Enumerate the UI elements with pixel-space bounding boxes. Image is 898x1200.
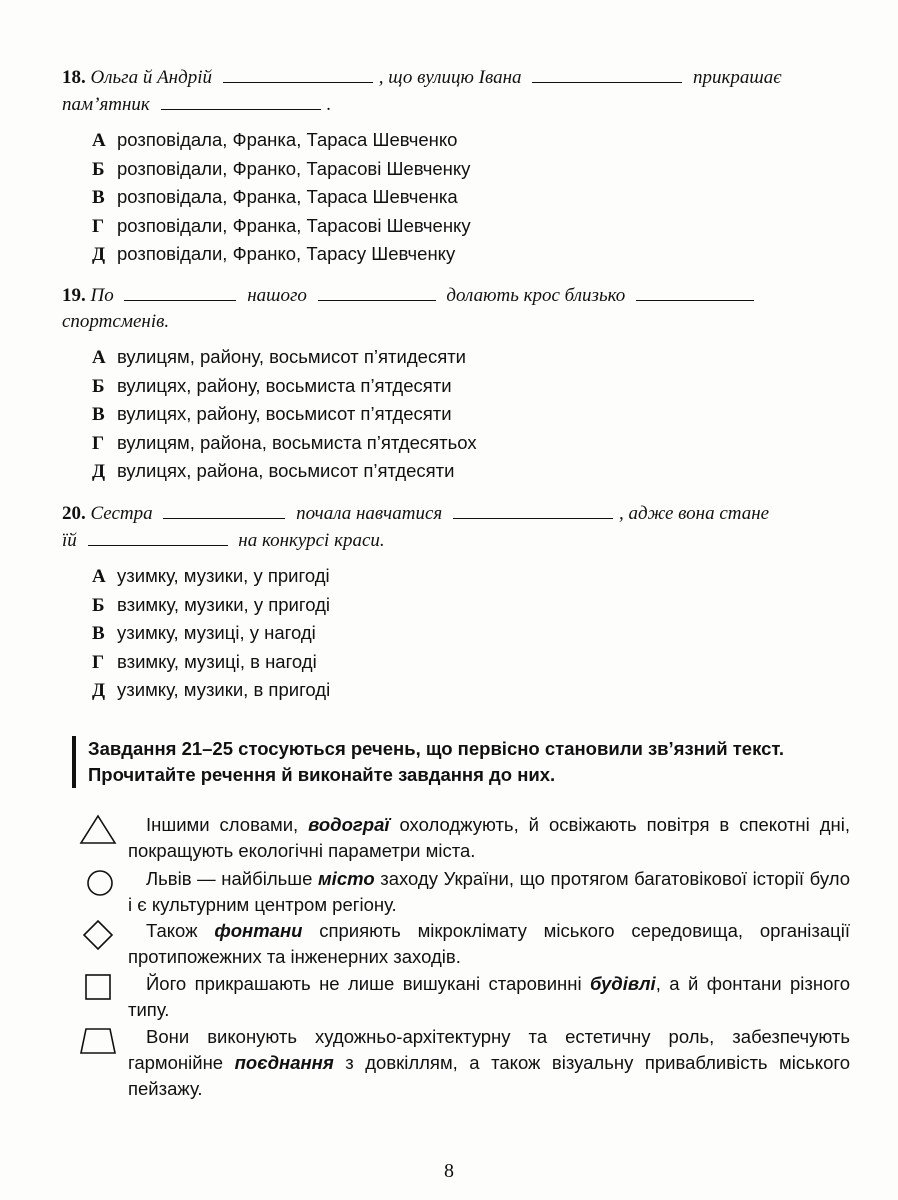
answer-blank xyxy=(453,500,613,519)
answer-option-d[interactable]: Д вулицях, района, восьмисот п’ятдесяти xyxy=(92,460,455,482)
answer-blank xyxy=(532,64,682,83)
question-18 xyxy=(62,64,842,269)
answer-option-a[interactable]: А розповідала, Франка, Тараса Шевченко xyxy=(92,129,458,151)
answer-blank xyxy=(223,64,373,83)
question-number: 19. xyxy=(62,285,86,306)
answer-option-b[interactable]: Б взимку, музики, у пригоді xyxy=(92,593,330,616)
answer-option-h[interactable]: Г вулицям, района, восьмиста п’ятдесятьох xyxy=(92,431,477,454)
question-19 xyxy=(62,282,842,486)
sentence-triangle: Іншими словами, водограї охолоджують, й освіжають повітря в спекотні дні, покращують екологічні параметри міста. xyxy=(78,812,850,864)
answer-option-a[interactable]: А узимку, музики, у пригоді xyxy=(92,565,330,587)
question-20 xyxy=(62,500,842,705)
trapezoid-icon xyxy=(78,1024,118,1058)
question-stem: 20. Сестра почала навчатися , адже вона стане їй на конкурсі краси. xyxy=(62,500,842,554)
answer-option-b[interactable]: Б розповідали, Франко, Тарасові Шевченку xyxy=(92,157,471,180)
answer-option-d[interactable]: Д узимку, музики, в пригоді xyxy=(92,679,331,701)
sentence-circle: Львів — найбільше місто заходу України, що протягом багатовікової історії було і є культурним центром регіону. xyxy=(78,866,850,918)
answer-option-h[interactable]: Г взимку, музиці, в нагоді xyxy=(92,650,317,673)
answer-options xyxy=(92,126,842,269)
answer-blank xyxy=(636,282,754,301)
square-icon xyxy=(78,971,118,1005)
answer-option-a[interactable]: А вулицям, району, восьмисот п’ятидесяти xyxy=(92,346,467,368)
answer-options xyxy=(92,343,842,486)
sentence-trapezoid: Вони виконують художньо-архітектурну та естетичну роль, забезпечують гармонійне поєднання з довкіллям, а також візуальну привабливість міського пейзажу. xyxy=(78,1024,850,1102)
page-number: 8 xyxy=(444,1160,454,1182)
answer-options xyxy=(92,562,842,705)
circle-icon xyxy=(78,866,118,900)
answer-option-d[interactable]: Д розповідали, Франко, Тарасу Шевченку xyxy=(92,243,456,265)
answer-blank xyxy=(124,282,236,301)
question-number: 18. xyxy=(62,67,86,88)
answer-option-b[interactable]: Б вулицях, району, восьмиста п’ятдесяти xyxy=(92,374,452,397)
sentence-diamond: Також фонтани сприяють мікроклімату міського середовища, організації протипожежних та інженерних заходів. xyxy=(78,918,850,970)
answer-option-v[interactable]: В розповідала, Франка, Тараса Шевченка xyxy=(92,186,458,208)
question-stem: 18. Ольга й Андрій , що вулицю Івана прикрашає пам’ятник . xyxy=(62,64,842,118)
question-number: 20. xyxy=(62,503,86,524)
sentence-square: Його прикрашають не лише вишукані старовинні будівлі, а й фонтани різного типу. xyxy=(78,971,850,1023)
answer-blank xyxy=(318,282,436,301)
answer-option-v[interactable]: В узимку, музиці, у нагоді xyxy=(92,622,316,644)
question-stem: 19. По нашого долають крос близько спортсменів. xyxy=(62,282,842,335)
triangle-icon xyxy=(78,812,118,846)
answer-blank xyxy=(161,91,321,110)
task-instructions: Завдання 21–25 стосуються речень, що первісно становили зв’язний текст. Прочитайте речення й виконайте завдання до них. xyxy=(72,736,868,788)
diamond-icon xyxy=(78,918,118,952)
answer-blank xyxy=(88,527,228,546)
answer-blank xyxy=(163,500,285,519)
answer-option-h[interactable]: Г розповідали, Франка, Тарасові Шевченку xyxy=(92,214,471,237)
answer-option-v[interactable]: В вулицях, району, восьмисот п’ятдесяти xyxy=(92,403,452,425)
